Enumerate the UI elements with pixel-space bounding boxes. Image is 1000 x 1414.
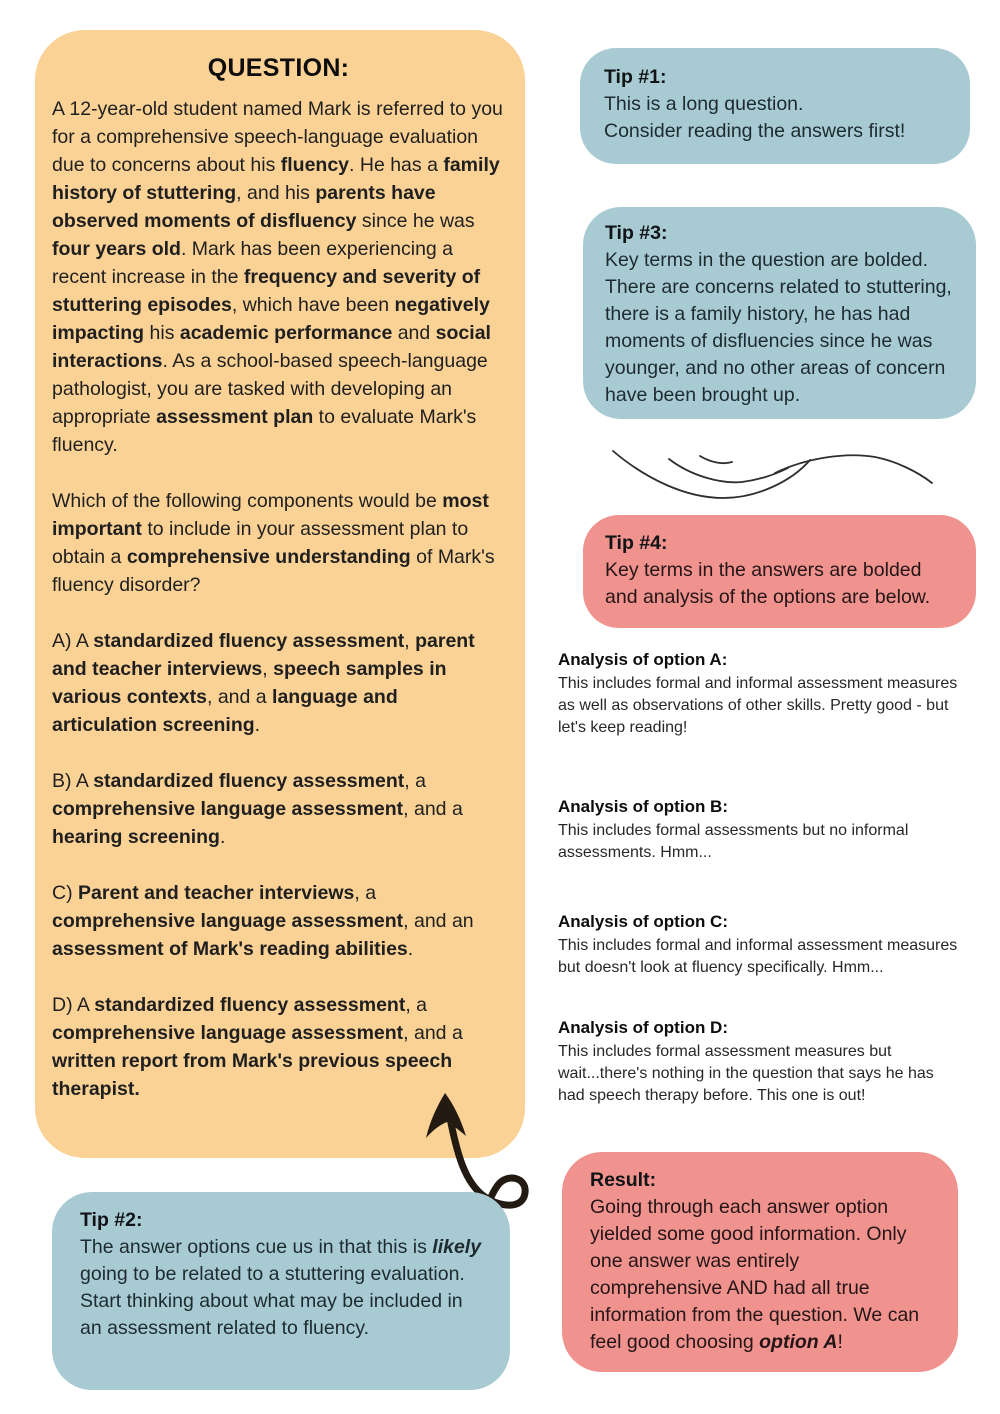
analysis-d-header: Analysis of option D:	[558, 1018, 728, 1037]
tip2-bubble	[52, 1192, 510, 1390]
analysis-a-body: This includes formal and informal assessment measures as well as observations of other skills. Pretty good - but let's keep reading!	[558, 675, 958, 736]
analysis-b-header: Analysis of option B:	[558, 797, 728, 816]
result-title: Result:	[590, 1169, 657, 1191]
tip3-title: Tip #3:	[605, 222, 668, 244]
question-paragraph: D) A standardized fluency assessment, a comprehensive language assessment, and a written report from Mark's previous speech therapist.	[52, 994, 463, 1100]
question-body	[52, 95, 505, 1103]
result-bubble	[562, 1152, 958, 1372]
tip3-body: Key terms in the question are bolded. There are concerns related to stuttering, there is a family history, he has had moments of disfluencies since he was younger, and no other areas of concern have been brought up.	[605, 249, 952, 406]
question-paragraph: Which of the following components would be most important to include in your assessment plan to obtain a comprehensive understanding of Mark's fluency disorder?	[52, 490, 495, 596]
tip1-line2: Consider reading the answers first!	[604, 120, 906, 142]
analysis-option-d	[558, 1018, 958, 1107]
question-paragraph: B) A standardized fluency assessment, a comprehensive language assessment, and a hearing screening.	[52, 770, 463, 848]
tip4-bubble	[583, 515, 976, 628]
tip2-title: Tip #2:	[80, 1209, 143, 1231]
tip1-line1: This is a long question.	[604, 93, 804, 115]
analysis-option-c	[558, 912, 958, 979]
analysis-option-b	[558, 797, 958, 864]
tip4-title: Tip #4:	[605, 532, 668, 554]
tip2-body: The answer options cue us in that this is likely going to be related to a stuttering evaluation. Start thinking about what may be included in an assessment related to fluency.	[80, 1236, 482, 1339]
analysis-b-body: This includes formal assessments but no informal assessments. Hmm...	[558, 822, 909, 861]
analysis-option-a	[558, 650, 958, 739]
question-panel	[35, 30, 525, 1158]
analysis-c-body: This includes formal and informal assessment measures but doesn't look at fluency specifically. Hmm...	[558, 937, 958, 976]
question-paragraph: A) A standardized fluency assessment, parent and teacher interviews, speech samples in various contexts, and a language and articulation screening.	[52, 630, 475, 736]
result-body: Going through each answer option yielded some good information. Only one answer was entirely comprehensive AND had all true information from the question. We can feel good choosing option A!	[590, 1196, 920, 1353]
analysis-c-header: Analysis of option C:	[558, 912, 728, 931]
analysis-d-body: This includes formal assessment measures but wait...there's nothing in the question that says he has had speech therapy before. This one is out!	[558, 1043, 934, 1104]
analysis-a-header: Analysis of option A:	[558, 650, 728, 669]
tip1-bubble	[580, 48, 970, 164]
question-paragraph: A 12-year-old student named Mark is referred to you for a comprehensive speech-language evaluation due to concerns about his fluency. He has a family history of stuttering, and his parents have observed moments of disfluency since he was four years old. Mark has been experiencing a recent increase in the frequency and severity of stuttering episodes, which have been negatively impacting his academic performance and social interactions. As a school-based speech-language pathologist, you are tasked with developing an appropriate assessment plan to evaluate Mark's fluency.	[52, 98, 503, 456]
question-paragraph: C) Parent and teacher interviews, a comprehensive language assessment, and an assessment of Mark's reading abilities.	[52, 882, 474, 960]
question-title: QUESTION:	[207, 54, 350, 82]
squiggle-lines-doodle	[596, 444, 944, 506]
tip4-body: Key terms in the answers are bolded and analysis of the options are below.	[605, 559, 931, 608]
tip1-title: Tip #1:	[604, 66, 667, 88]
tip3-bubble	[583, 207, 976, 419]
